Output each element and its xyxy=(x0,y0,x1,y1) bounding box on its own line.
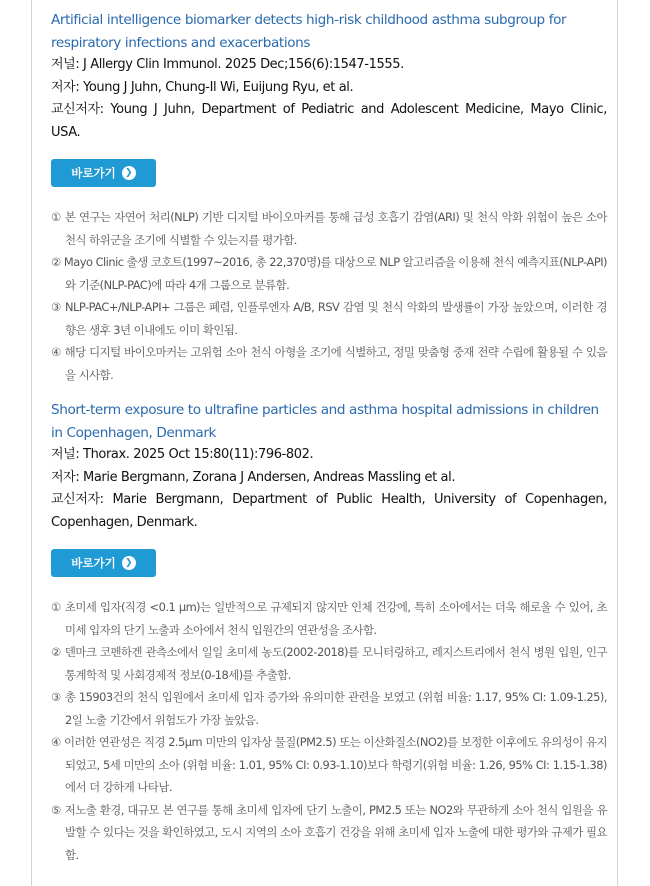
summary-list xyxy=(51,206,607,386)
journal-value: J Allergy Clin Immunol. 2025 Dec;156(6):1547-1555. xyxy=(83,57,404,72)
go-to-article-button[interactable] xyxy=(51,159,156,187)
list-item: ② Mayo Clinic 출생 코호트(1997~2016, 총 22,370명)를 대상으로 NLP 알고리즘을 이용해 천식 예측지표(NLP-API)와 기준(NLP-PAC)에 따라 4개 그룹으로 분류함. xyxy=(51,255,607,292)
journal-label: 저널: xyxy=(51,447,80,462)
authors-label: 저자: xyxy=(51,469,80,485)
corresponding-label: 교신저자: xyxy=(51,492,104,507)
corresponding-line xyxy=(51,489,607,534)
corresponding-value: Marie Bergmann, Department of Public Health, University of Copenhagen, Copenhagen, Denmark. xyxy=(51,492,607,530)
authors-value: Marie Bergmann, Zorana J Andersen, Andreas Massling et al. xyxy=(83,469,456,485)
article-title[interactable]: Short-term exposure to ultrafine particles and asthma hospital admissions in children in Copenhagen, Denmark xyxy=(51,402,599,441)
authors-line xyxy=(51,467,607,490)
corresponding-line xyxy=(51,99,607,144)
article-1 xyxy=(51,9,607,382)
article-2 xyxy=(51,399,607,862)
go-button-label: 바로가기 xyxy=(71,166,116,180)
chevron-right-icon: ❯ xyxy=(122,166,136,180)
journal-label: 저널: xyxy=(51,57,80,72)
journal-line xyxy=(51,54,607,77)
article-title[interactable]: Artificial intelligence biomarker detects high-risk childhood asthma subgroup for respiratory infections and exacerbations xyxy=(51,12,567,51)
list-item: ③ NLP-PAC+/NLP-API+ 그룹은 폐렴, 인플루엔자 A/B, RSV 감염 및 천식 악화의 발생률이 가장 높았으며, 이러한 경향은 생후 3년 이내에도 이미 확인됨. xyxy=(51,300,607,337)
summary-list xyxy=(51,596,607,866)
go-to-article-button[interactable] xyxy=(51,549,156,577)
journal-value: Thorax. 2025 Oct 15:80(11):796-802. xyxy=(83,447,314,462)
authors-line xyxy=(51,77,607,100)
journal-line xyxy=(51,444,607,467)
list-item: ① 초미세 입자(직경 <0.1 μm)는 일반적으로 규제되지 않지만 인체 건강에, 특히 소아에서는 더욱 해로울 수 있어, 초미세 입자의 단기 노출과 소아에서 천식 입원간의 연관성을 조사함. xyxy=(51,600,607,637)
list-item: ⑤ 저노출 환경, 대규모 본 연구를 통해 초미세 입자에 단기 노출이, PM2.5 또는 NO2와 무관하게 소아 천식 입원을 유발할 수 있다는 것을 확인하였고, 도시 지역의 소아 호흡기 건강을 위해 초미세 입자 노출에 대한 평가와 규제가 필요함. xyxy=(51,802,607,862)
corresponding-value: Young J Juhn, Department of Pediatric and Adolescent Medicine, Mayo Clinic, USA. xyxy=(51,102,607,140)
corresponding-label: 교신저자: xyxy=(51,102,104,117)
go-button-label: 바로가기 xyxy=(71,556,116,570)
list-item: ② 덴마크 코펜하겐 관측소에서 일일 초미세 농도(2002-2018)를 모니터링하고, 레지스트리에서 천식 병원 입원, 인구통계학적 및 사회경제적 정보(0-18세)를 추출함. xyxy=(51,645,607,682)
list-item: ④ 이러한 연관성은 직경 2.5μm 미만의 입자상 물질(PM2.5) 또는 이산화질소(NO2)를 보정한 이후에도 유의성이 유지되었고, 5세 미만의 소아 (위험 비율: 1.01, 95% CI: 0.93-1.10)보다 학령기(위험 비율: 1.26, 95% CI: 1.15-1.38)에서 더 강하게 나타남. xyxy=(51,735,607,794)
chevron-right-icon: ❯ xyxy=(122,556,136,570)
list-item: ① 본 연구는 자연어 처리(NLP) 기반 디지털 바이오마커를 통해 급성 호흡기 감염(ARI) 및 천식 악화 위험이 높은 소아 천식 하위군을 조기에 식별할 수 있는지를 평가함. xyxy=(51,210,607,247)
authors-value: Young J Juhn, Chung-Il Wi, Euijung Ryu, et al. xyxy=(83,79,354,95)
authors-label: 저자: xyxy=(51,79,80,95)
list-item: ④ 해당 디지털 바이오마커는 고위험 소아 천식 아형을 조기에 식별하고, 정밀 맞춤형 중재 전략 수립에 활용될 수 있음을 시사함. xyxy=(51,345,607,382)
list-item: ③ 총 15903건의 천식 입원에서 초미세 입자 증가와 유의미한 관련을 보였고 (위험 비율: 1.17, 95% CI: 1.09-1.25), 2일 노출 기간에서 위험도가 가장 높았음. xyxy=(51,690,607,727)
